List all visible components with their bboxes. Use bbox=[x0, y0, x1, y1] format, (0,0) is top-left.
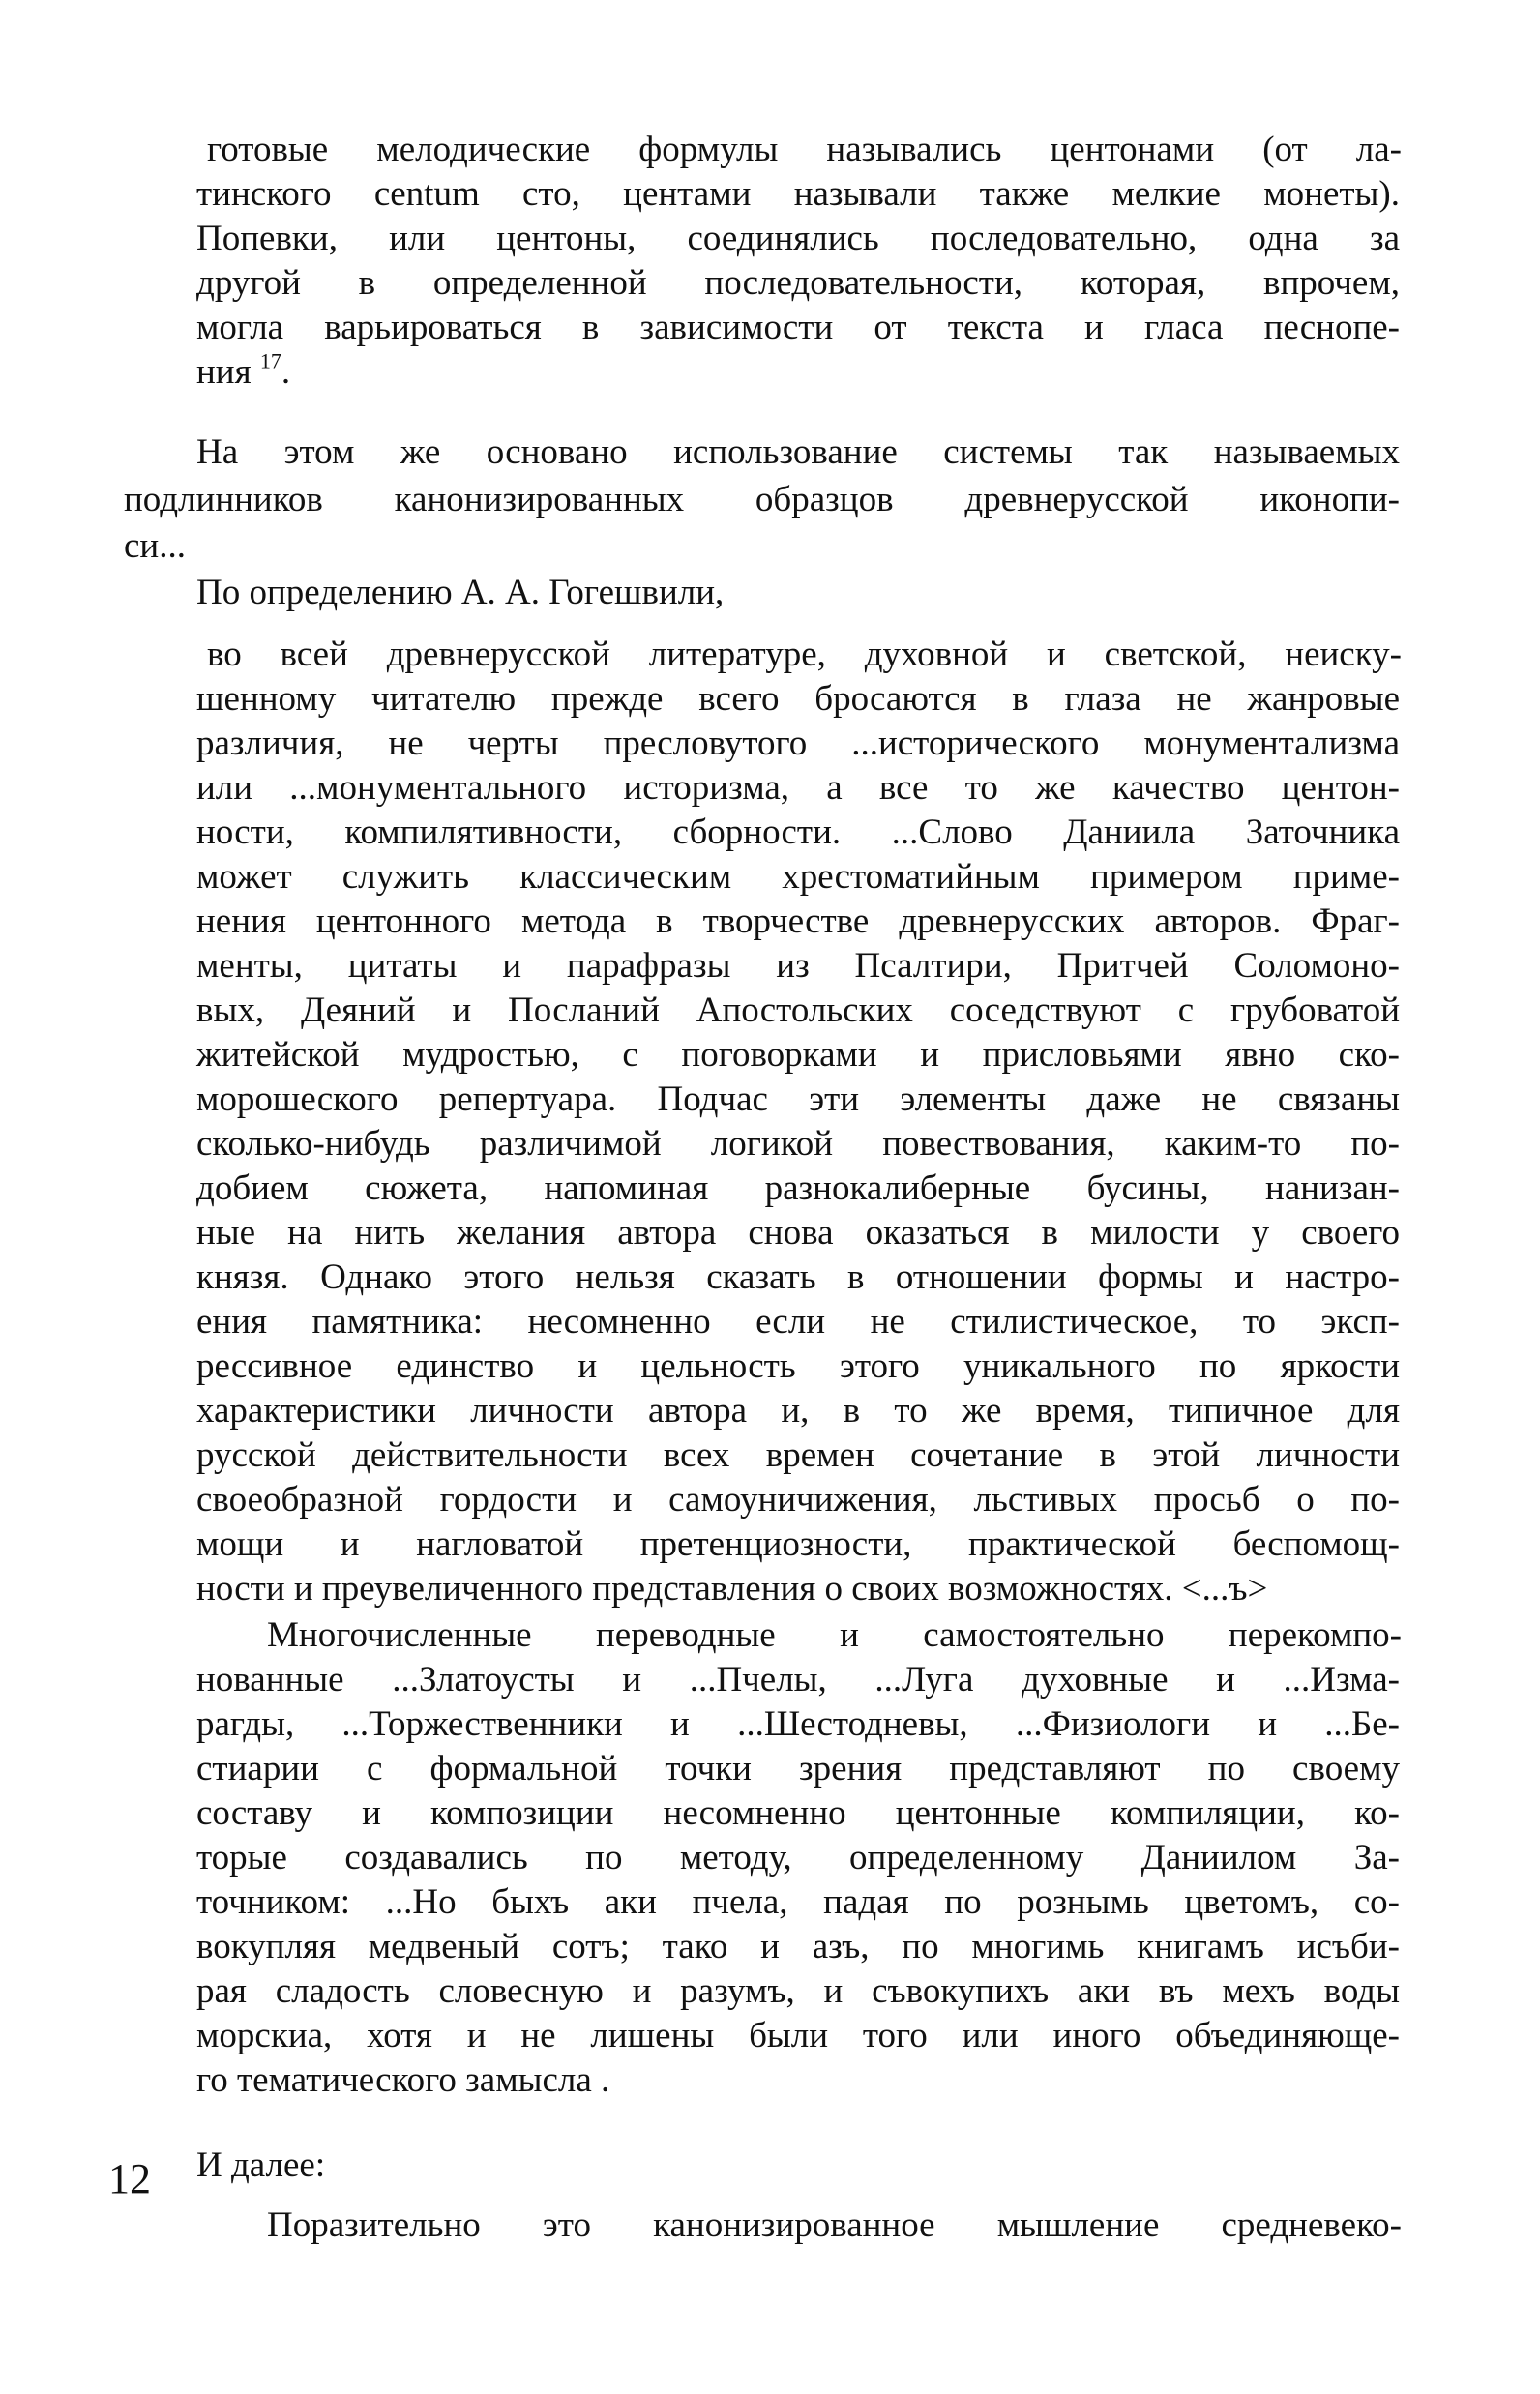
text-line: другой в определенной последовательности, которая, впрочем, bbox=[196, 263, 1400, 303]
text-line: ности, компилятивности, сборности. ...Слово Даниила Заточника bbox=[196, 813, 1400, 852]
text-line: нения центонного метода в творчестве древнерусских авторов. Фраг- bbox=[196, 901, 1400, 941]
text-fragment-tail: . bbox=[281, 352, 291, 392]
text-line: может служить классическим хрестоматийным примером приме- bbox=[196, 857, 1400, 897]
text-line: князя. Однако этого нельзя сказать в отношении формы и настро- bbox=[196, 1257, 1400, 1297]
text-line: сколько-нибудь различимой логикой повествования, каким-то по- bbox=[196, 1124, 1400, 1164]
text-line: вых, Деяний и Посланий Апостольских соседствуют с грубоватой bbox=[196, 990, 1400, 1030]
page-number: 12 bbox=[108, 2155, 151, 2202]
text-line: житейской мудростью, с поговорками и присловьями явно ско- bbox=[196, 1035, 1400, 1075]
text-line: ные на нить желания автора снова оказаться в милости у своего bbox=[196, 1213, 1400, 1253]
text-line-last bbox=[196, 348, 291, 392]
text-line: составу и композиции несомненно центонные компиляции, ко- bbox=[196, 1793, 1400, 1833]
text-line: точником: ...Но быхъ аки пчела, падая по рознымь цветомъ, со- bbox=[196, 1882, 1400, 1922]
text-line: Попевки, или центоны, соединялись последовательно, одна за bbox=[196, 219, 1400, 258]
text-line: И далее: bbox=[196, 2145, 326, 2185]
text-line: подлинников канонизированных образцов древнерусской иконопи- bbox=[124, 480, 1400, 519]
text-line: русской действительности всех времен сочетание в этой личности bbox=[196, 1435, 1400, 1475]
text-line: го тематического замысла . bbox=[196, 2060, 610, 2100]
text-line: или ...монументального историзма, а все то же качество центон- bbox=[196, 768, 1400, 808]
text-line: вокупляя медвеный сотъ; тако и азъ, по многимь книгамъ исъби- bbox=[196, 1927, 1400, 1966]
text-line: рая сладость словесную и разумъ, и съвокупихъ аки въ мехъ воды bbox=[196, 1971, 1400, 2011]
text-line: рессивное единство и цельность этого уникального по яркости bbox=[196, 1346, 1400, 1386]
text-line: морошеского репертуара. Подчас эти элементы даже не связаны bbox=[196, 1079, 1400, 1119]
text-line: шенному читателю прежде всего бросаются в глаза не жанровые bbox=[196, 679, 1400, 719]
footnote-reference: 17 bbox=[259, 348, 281, 373]
text-line: мощи и нагловатой претенциозности, практической беспомощ- bbox=[196, 1524, 1400, 1564]
text-line: си... bbox=[124, 526, 186, 566]
text-line: готовые мелодические формулы назывались центонами (от ла- bbox=[207, 130, 1402, 169]
text-line: своеобразной гордости и самоуничижения, льстивых просьб о по- bbox=[196, 1480, 1400, 1520]
text-line: По определению А. А. Гогешвили, bbox=[196, 573, 725, 612]
text-line: Поразительно это канонизированное мышление средневеко- bbox=[267, 2205, 1402, 2245]
text-line: нованные ...Златоусты и ...Пчелы, ...Луга духовные и ...Изма- bbox=[196, 1660, 1400, 1699]
text-line: во всей древнерусской литературе, духовной и светской, неиску- bbox=[207, 635, 1402, 674]
text-line: торые создавались по методу, определенному Даниилом За- bbox=[196, 1838, 1400, 1877]
text-line: характеристики личности автора и, в то же время, типичное для bbox=[196, 1391, 1400, 1431]
text-line: ности и преувеличенного представления о своих возможностях. <...ъ> bbox=[196, 1569, 1268, 1609]
text-line: На этом же основано использование системы так называемых bbox=[196, 432, 1400, 472]
text-line: стиарии с формальной точки зрения представляют по своему bbox=[196, 1749, 1400, 1788]
text-line: рагды, ...Торжественники и ...Шестодневы, ...Физиологи и ...Бе- bbox=[196, 1704, 1400, 1744]
text-line: добием сюжета, напоминая разнокалиберные бусины, нанизан- bbox=[196, 1168, 1400, 1208]
text-line: ения памятника: несомненно если не стилистическое, то эксп- bbox=[196, 1302, 1400, 1342]
text-line: менты, цитаты и парафразы из Псалтири, Притчей Соломоно- bbox=[196, 946, 1400, 986]
text-line: морскиа, хотя и не лишены были того или иного объединяюще- bbox=[196, 2016, 1400, 2055]
text-line: тинского centum сто, центами называли также мелкие монеты). bbox=[196, 174, 1400, 214]
text-line: различия, не черты пресловутого ...исторического монументализма bbox=[196, 724, 1400, 763]
text-fragment: ния bbox=[196, 352, 252, 392]
text-line: Многочисленные переводные и самостоятельно перекомпо- bbox=[267, 1615, 1402, 1655]
text-line: могла варьироваться в зависимости от текста и гласа песнопе- bbox=[196, 308, 1400, 347]
